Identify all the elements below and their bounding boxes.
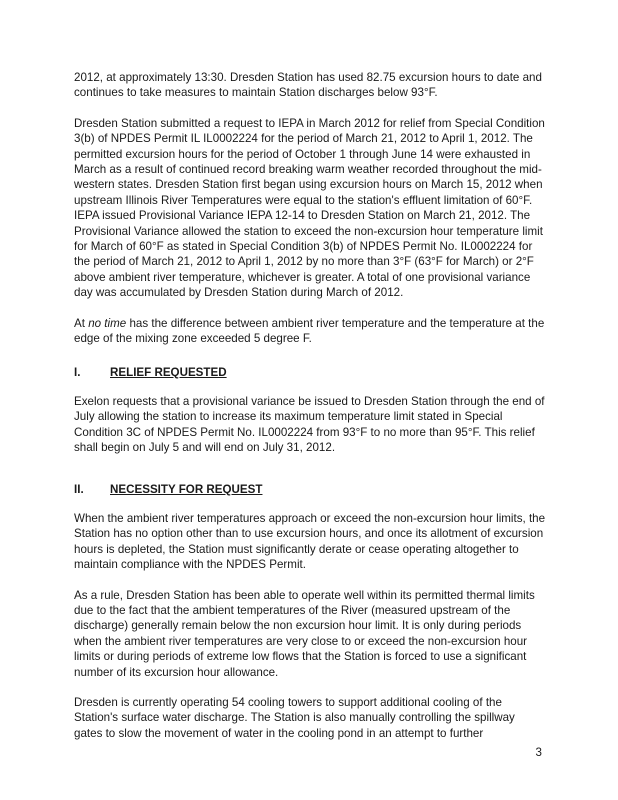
paragraph-mixing-zone (74, 316, 546, 347)
section-number-1: I. (74, 365, 81, 379)
section-number-2: II. (74, 482, 84, 496)
page-number: 3 (535, 746, 542, 759)
section-heading-necessity (74, 482, 546, 497)
paragraph-excursion-hours: 2012, at approximately 13:30. Dresden Station has used 82.75 excursion hours to date and continues to take measures to maintain Station discharges below 93°F. (74, 71, 542, 100)
paragraph-relief-requested: Exelon requests that a provisional variance be issued to Dresden Station through the end of July allowing the station to increase its maximum temperature limit stated in Special Condition 3C of NPDES Permit No. IL0002224 from 93°F to no more than 95°F. This relief shall begin on July 5 and will end on July 31, 2012. (74, 394, 545, 455)
section-title-1: RELIEF REQUESTED (110, 365, 227, 379)
mixing-zone-emphasis: no time (88, 316, 127, 330)
paragraph-necessity-1: When the ambient river temperatures approach or exceed the non-excursion hour limits, the Station has no option other than to use excursion hours, and once its allotment of excursion hours is depleted, the Station must significantly derate or cease operating altogether to maintain compliance with the NPDES Permit. (74, 511, 546, 572)
paragraph-march-request: Dresden Station submitted a request to IEPA in March 2012 for relief from Special Condition 3(b) of NPDES Permit IL IL0002224 for the period of March 21, 2012 to April 1, 2012. The permitted excursion hours for the period of October 1 through June 14 were exhausted in March as a result of continued record breaking warm weather recorded throughout the mid-western states. Dresden Station first began using excursion hours on March 15, 2012 when upstream Illinois River Temperatures were equal to the station's effluent limitation of 60°F. IEPA issued Provisional Variance IEPA 12-14 to Dresden Station on March 21, 2012. The Provisional Variance allowed the station to exceed the non-excursion hour temperature limit for March of 60°F as stated in Special Condition 3(b) of NPDES Permit No. IL0002224 for the period of March 21, 2012 to April 1, 2012 by no more than 3°F (63°F for March) or 2°F above ambient river temperature, whichever is greater. A total of one provisional variance day was accumulated by Dresden Station during March of 2012. (74, 116, 545, 300)
document-page (74, 70, 546, 756)
section-title-2: NECESSITY FOR REQUEST (110, 482, 263, 496)
paragraph-necessity-2: As a rule, Dresden Station has been able to operate well within its permitted thermal limits due to the fact that the ambient temperatures of the River (measured upstream of the discharge) generally remain below the non excursion hour limit. It is only during periods when the ambient river temperatures are very close to or exceed the non-excursion hour limits or during periods of extreme low flows that the Station is forced to use a significant number of its excursion hour allowance. (74, 588, 535, 679)
mixing-zone-lead: At (74, 316, 89, 330)
section-heading-relief-requested (74, 365, 546, 380)
mixing-zone-rest: has the difference between ambient river temperature and the temperature at the edge of the mixing zone exceeded 5 degree F. (74, 316, 545, 346)
paragraph-necessity-3: Dresden is currently operating 54 cooling towers to support additional cooling of the Station's surface water discharge. The Station is also manually controlling the spillway gates to slow the movement of water in the cooling pond in an attempt to further (74, 696, 515, 740)
